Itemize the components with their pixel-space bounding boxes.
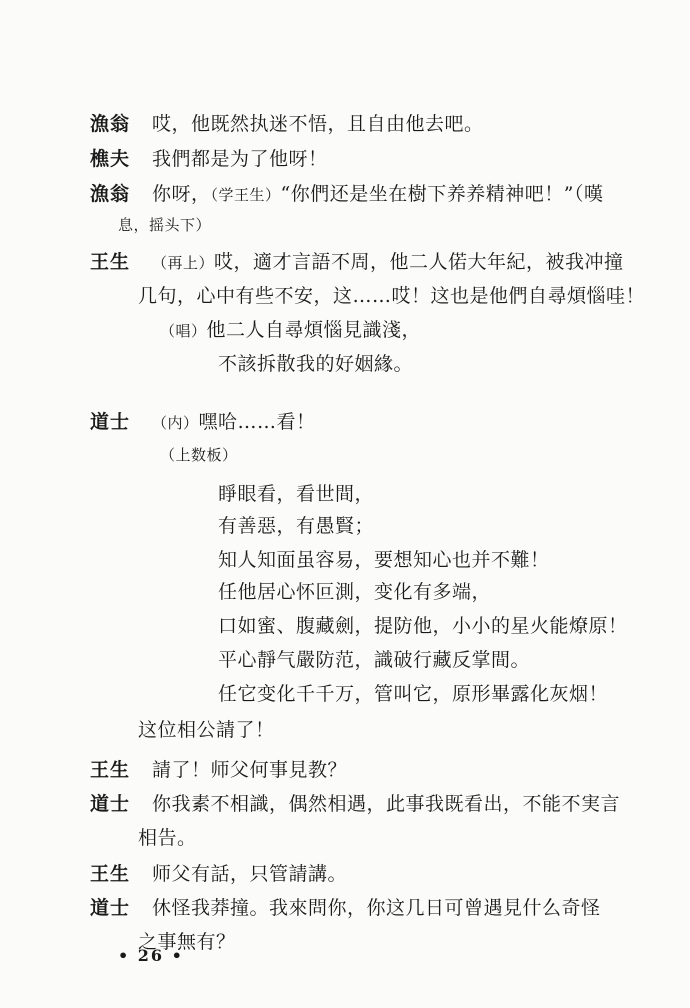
dialogue-text: 休怪我莽撞。我來問你，你这几日可曾遇見什么奇怪 <box>152 897 601 919</box>
verse-text: 睜眼看，看世間， <box>218 483 375 505</box>
verse-text: 有善惡，有愚賢； <box>218 515 375 537</box>
dialogue-line <box>138 718 275 742</box>
stage-direction: （唱） <box>160 322 207 340</box>
verse-line <box>218 514 374 538</box>
dialogue-text: “你們还是坐在樹下养养精神吧！”（嘆 <box>280 183 604 205</box>
speaker-name: 道士 <box>90 793 131 815</box>
speaker-name: 樵夫 <box>90 148 131 170</box>
continuation-line <box>138 826 197 850</box>
verse-text: 知人知面虽容易，要想知心也并不難！ <box>218 549 550 571</box>
verse-line <box>218 482 374 506</box>
stage-direction: 摇头下） <box>149 216 212 234</box>
stage-direction-line <box>160 442 238 467</box>
speaker-name: 道士 <box>90 411 131 433</box>
stage-direction: （学王生） <box>210 186 281 204</box>
continuation-line <box>118 212 211 237</box>
verse-line <box>218 648 530 672</box>
stage-direction: （上数板） <box>160 446 238 464</box>
dialogue-text: 之事無有？ <box>138 931 236 953</box>
speaker-name: 王生 <box>90 863 131 885</box>
dialogue-text: 哎，他既然执迷不悟，且自由他去吧。 <box>152 113 484 135</box>
dialogue-line <box>90 250 624 275</box>
dialogue-text: 几句，心中有些不安，这……哎！这也是他們自尋煩惱哇！ <box>138 285 646 307</box>
dialogue-text: 哎，適才言語不周，他二人偌大年紀，被我冲撞 <box>214 251 624 273</box>
dialogue-line <box>90 147 328 171</box>
dialogue-line <box>90 112 484 136</box>
dialogue-text: 相告。 <box>138 827 197 849</box>
dialogue-text: 你呀， <box>152 183 211 205</box>
speaker-name: 王生 <box>90 251 131 273</box>
verse-line <box>218 580 491 604</box>
verse-text: 口如蜜、腹藏劍，提防他，小小的星火能燎原！ <box>218 615 628 637</box>
song-text: 不該拆散我的好姻緣。 <box>218 353 414 375</box>
dialogue-line <box>90 758 347 782</box>
verse-text: 任他居心怀叵測，变化有多端， <box>218 581 492 603</box>
dialogue-text: 你我素不相識，偶然相遇，此事我既看出，不能不実言 <box>152 793 621 815</box>
stage-direction: （再上） <box>152 254 215 272</box>
verse-line <box>218 548 550 572</box>
dialogue-text: 师父有話，只管請講。 <box>152 863 348 885</box>
dialogue-text: 請了！师父何事見教？ <box>152 759 348 781</box>
dialogue-text: 嘿哈……看！ <box>198 411 316 433</box>
speaker-name: 王生 <box>90 759 131 781</box>
song-line <box>218 352 413 376</box>
dialogue-line <box>90 862 347 886</box>
dialogue-line <box>90 182 603 207</box>
dialogue-line <box>90 410 316 435</box>
speaker-name: 道士 <box>90 897 131 919</box>
song-line <box>160 318 421 343</box>
song-text: 他二人自尋煩惱見識淺， <box>206 319 422 341</box>
speaker-name: 漁翁 <box>90 113 131 135</box>
dialogue-line <box>90 896 601 920</box>
dialogue-line <box>90 792 620 816</box>
verse-text: 平心靜气嚴防范，識破行藏反掌間。 <box>218 649 531 671</box>
speaker-name: 漁翁 <box>90 183 131 205</box>
continuation-line <box>138 284 645 308</box>
stage-direction: （内） <box>152 414 199 432</box>
verse-line <box>218 614 628 638</box>
page-number: • 26 • <box>118 946 184 965</box>
dialogue-text: 我們都是为了他呀！ <box>152 148 328 170</box>
verse-line <box>218 682 608 706</box>
dialogue-text: 息， <box>118 216 150 234</box>
dialogue-text: 这位相公請了！ <box>138 719 275 741</box>
verse-text: 任它变化千千万，管叫它，原形畢露化灰烟！ <box>218 683 609 705</box>
